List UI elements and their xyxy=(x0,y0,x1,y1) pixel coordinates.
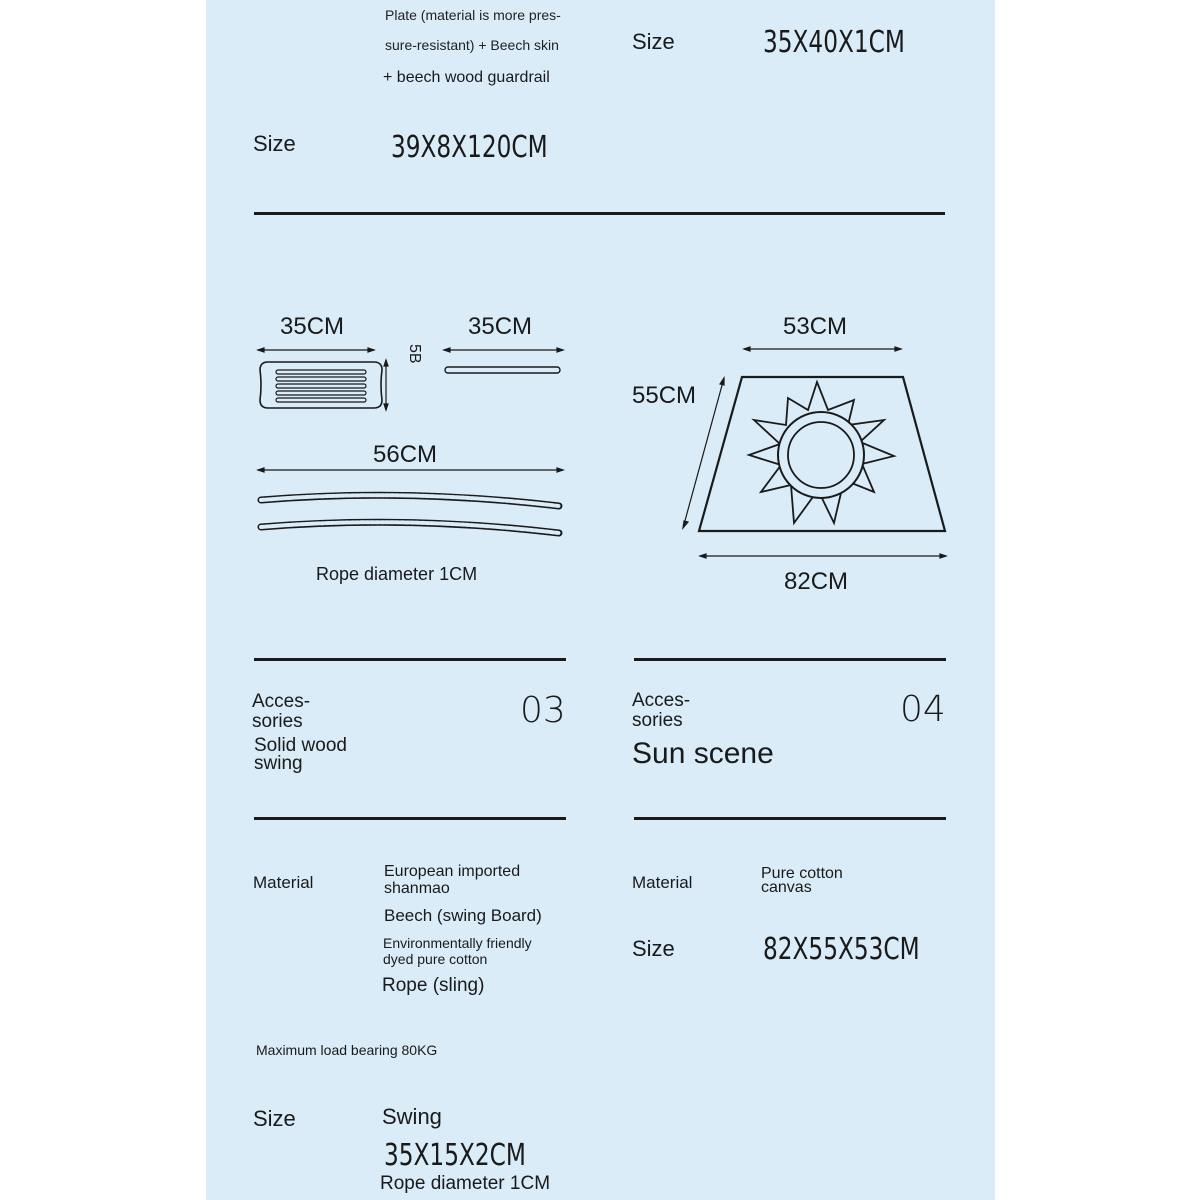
card03-material-2: Beech (swing Board) xyxy=(384,906,542,925)
canvas-bottom-width-label: 82CM xyxy=(784,568,849,595)
card03-header-line2: sories xyxy=(252,711,303,732)
card04-title: Sun scene xyxy=(632,737,774,770)
card03-material-1-line2: shanmao xyxy=(384,880,450,897)
card03-size-value: 35X15X2CM xyxy=(384,1138,526,1173)
card03-header-line1: Acces- xyxy=(252,691,311,712)
board-thickness-label: 5B xyxy=(406,344,423,364)
card04-material-line2: canvas xyxy=(761,879,812,896)
card03-material-1-line1: European imported xyxy=(384,863,521,880)
rope-diameter-caption: Rope diameter 1CM xyxy=(316,564,478,584)
card03-title-line2: swing xyxy=(254,753,303,774)
guardrail-width-label: 35CM xyxy=(468,313,533,340)
divider-card03-bottom xyxy=(254,817,566,820)
arrow-head-icon xyxy=(895,347,901,351)
size-label-top-left: Size xyxy=(253,131,296,156)
plate-material-line3: + beech wood guardrail xyxy=(383,69,550,86)
arrow-head-icon xyxy=(384,360,388,366)
spec-panel xyxy=(206,0,995,1200)
card04-header-line2: sories xyxy=(632,710,683,731)
rope-length-label: 56CM xyxy=(373,441,438,468)
arrow-head-icon xyxy=(258,348,264,352)
arrow-head-icon xyxy=(557,468,563,472)
divider-card03-top xyxy=(254,658,566,661)
size-label-top-right: Size xyxy=(632,29,675,54)
size-value-top-right: 35X40X1CM xyxy=(763,25,905,60)
card03-size-label: Size xyxy=(253,1106,296,1131)
card04-header-line1: Acces- xyxy=(632,690,691,711)
arrow-head-icon xyxy=(384,404,388,410)
plate-material-line2: sure-resistant) + Beech skin xyxy=(385,37,559,53)
size-value-top-left: 39X8X120CM xyxy=(391,130,548,165)
arrow-head-icon xyxy=(444,348,450,352)
arrow-head-icon xyxy=(557,348,563,352)
arrow-head-icon xyxy=(368,348,374,352)
arrow-head-icon xyxy=(744,347,750,351)
divider-card04-top xyxy=(634,658,946,661)
card03-material-4: Rope (sling) xyxy=(382,975,485,996)
card04-material-label: Material xyxy=(632,873,693,892)
card04-number: 04 xyxy=(900,689,946,730)
card03-material-label: Material xyxy=(253,873,314,892)
card03-size-item: Swing xyxy=(382,1104,442,1129)
card03-material-3-line2: dyed pure cotton xyxy=(383,951,488,967)
arrow-head-icon xyxy=(940,554,946,558)
card03-material-3-line1: Environmentally friendly xyxy=(383,935,532,951)
card03-rope-note: Rope diameter 1CM xyxy=(380,1173,551,1194)
swing-board-width-label: 35CM xyxy=(280,313,345,340)
arrow-head-icon xyxy=(258,468,264,472)
arrow-head-icon xyxy=(700,554,706,558)
arrow-head-icon xyxy=(720,378,724,385)
card03-title-line1: Solid wood xyxy=(254,735,347,756)
plate-material-line1: Plate (material is more pres- xyxy=(385,7,561,23)
card03-number: 03 xyxy=(520,690,566,731)
card04-size-label: Size xyxy=(632,936,675,961)
canvas-top-width-label: 53CM xyxy=(783,313,848,340)
card04-size-value: 82X55X53CM xyxy=(763,932,920,967)
canvas-side-length-label: 55CM xyxy=(632,382,697,409)
swing-diagram xyxy=(206,0,995,620)
divider-card04-bottom xyxy=(634,817,946,820)
card04-material-line1: Pure cotton xyxy=(761,865,843,882)
swing-board-shape xyxy=(260,362,382,408)
load-bearing-note: Maximum load bearing 80KG xyxy=(256,1042,438,1058)
arrow-head-icon xyxy=(683,521,688,528)
guardrail-bar-shape xyxy=(445,367,560,373)
